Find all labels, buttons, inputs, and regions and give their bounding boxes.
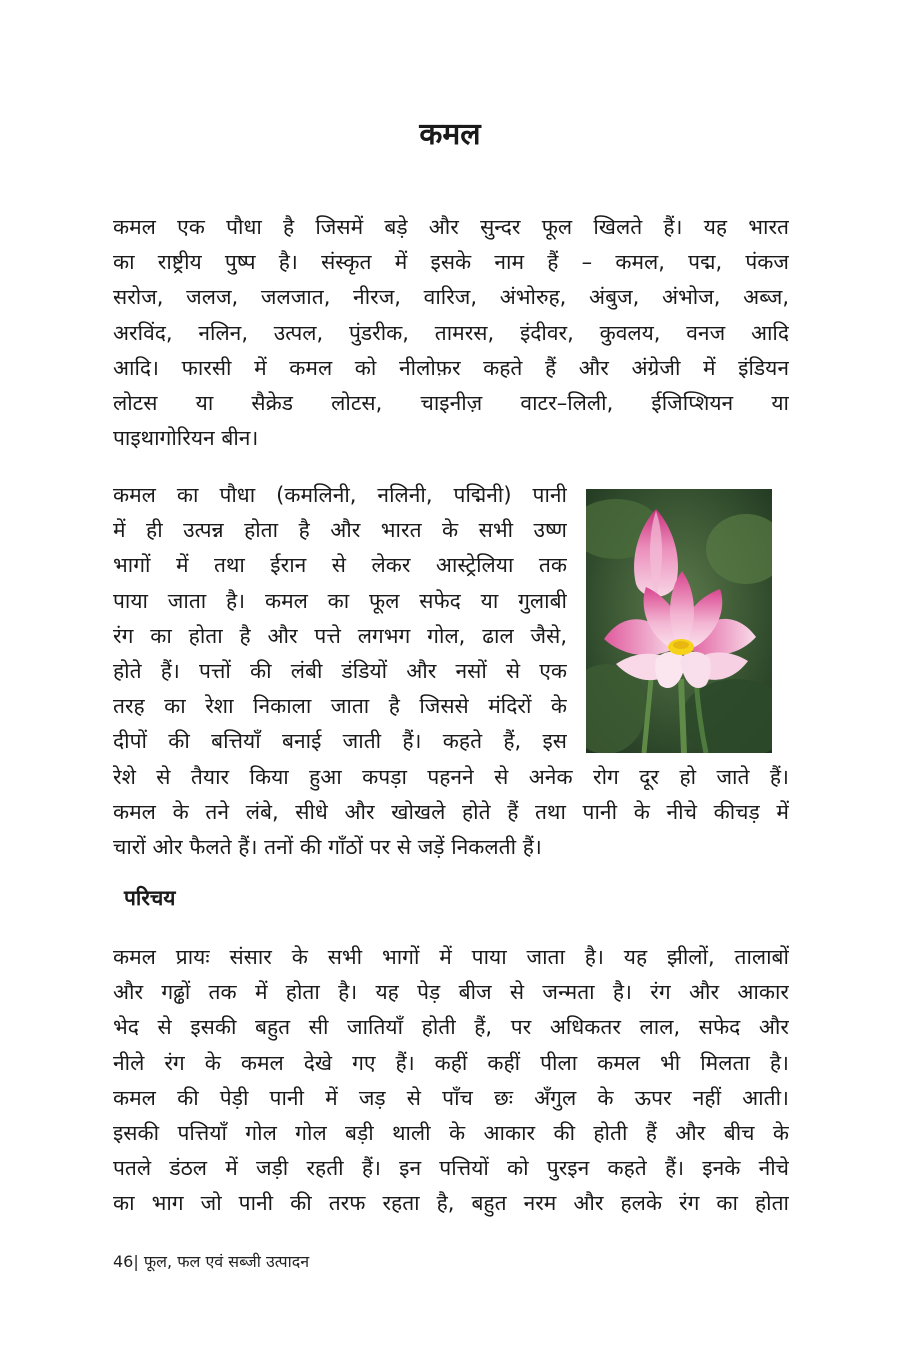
section-heading: परिचय [124,886,176,910]
text-line: में ही उत्पन्न होता है और भारत के सभी उष्ण [113,518,567,543]
text-line: पाइथागोरियन बीन। [113,426,259,451]
text-line: लोटस या सैक्रेड लोटस, चाइनीज़ वाटर–लिली, ईजिप्शियन या [113,391,789,416]
text-line: भेद से इसकी बहुत सी जातियाँ होती हैं, पर अधिकतर लाल, सफेद और [113,1015,789,1040]
text-line: आदि। फारसी में कमल को नीलोफ़र कहते हैं और अंग्रेजी में इंडियन [113,355,789,380]
text-line: कमल एक पौधा है जिसमें बड़े और सुन्दर फूल खिलते हैं। यह भारत [113,215,789,239]
paragraph-intro [113,210,789,456]
page-footer: 46| फूल, फल एवं सब्जी उत्पादन [113,1252,310,1271]
text-line: पतले डंठल में जड़ी रहती हैं। इन पत्तियों को पुरइन कहते हैं। इनके नीचे [113,1156,789,1181]
text-line: चारों ओर फैलते हैं। तनों की गाँठों पर से जड़ें निकलती हैं। [113,835,542,860]
page-title: कमल [419,117,481,152]
text-line: पाया जाता है। कमल का फूल सफेद या गुलाबी [113,588,567,613]
text-line: और गढ्ढों तक में होता है। यह पेड़ बीज से जन्मता है। रंग और आकार [113,980,789,1005]
paragraph-introduction [113,940,789,1222]
text-line: नीले रंग के कमल देखे गए हैं। कहीं कहीं पीला कमल भी मिलता है। [113,1050,789,1075]
text-line: रंग का होता है और पत्ते लगभग गोल, ढाल जैसे, [113,623,567,648]
text-line: का राष्ट्रीय पुष्प है। संस्कृत में इसके नाम हैं – कमल, पद्म, पंकज [113,250,789,275]
text-line: रेशे से तैयार किया हुआ कपड़ा पहनने से अनेक रोग दूर हो जाते हैं। [113,764,789,789]
text-line: कमल का पौधा (कमलिनी, नलिनी, पद्मिनी) पानी [113,483,567,507]
text-line: भागों में तथा ईरान से लेकर आस्ट्रेलिया तक [113,553,567,578]
text-line: सरोज, जलज, जलजात, नीरज, वारिज, अंभोरुह, अंबुज, अंभोज, अब्ज, [113,285,789,310]
text-line: दीपों की बत्तियाँ बनाई जाती हैं। कहते हैं, इस [113,729,567,754]
lotus-photo [586,489,772,753]
text-line: कमल के तने लंबे, सीधे और खोखले होते हैं तथा पानी के नीचे कीचड़ में [113,799,789,824]
text-line: कमल प्रायः संसार के सभी भागों में पाया जाता है। यह झीलों, तालाबों [113,945,789,969]
text-line: होते हैं। पत्तों की लंबी डंडियों और नसों से एक [113,659,567,684]
text-line: तरह का रेशा निकाला जाता है जिससे मंदिरों के [113,694,567,719]
text-line: अरविंद, नलिन, उत्पल, पुंडरीक, तामरस, इंदीवर, कुवलय, वनज आदि [113,320,789,345]
text-line: इसकी पत्तियाँ गोल गोल बड़ी थाली के आकार की होती हैं और बीच के [113,1121,789,1146]
text-line: कमल की पेड़ी पानी में जड़ से पाँच छः अँगुल के ऊपर नहीं आती। [113,1085,789,1110]
text-line: का भाग जो पानी की तरफ रहता है, बहुत नरम और हलके रंग का होता [113,1191,789,1216]
